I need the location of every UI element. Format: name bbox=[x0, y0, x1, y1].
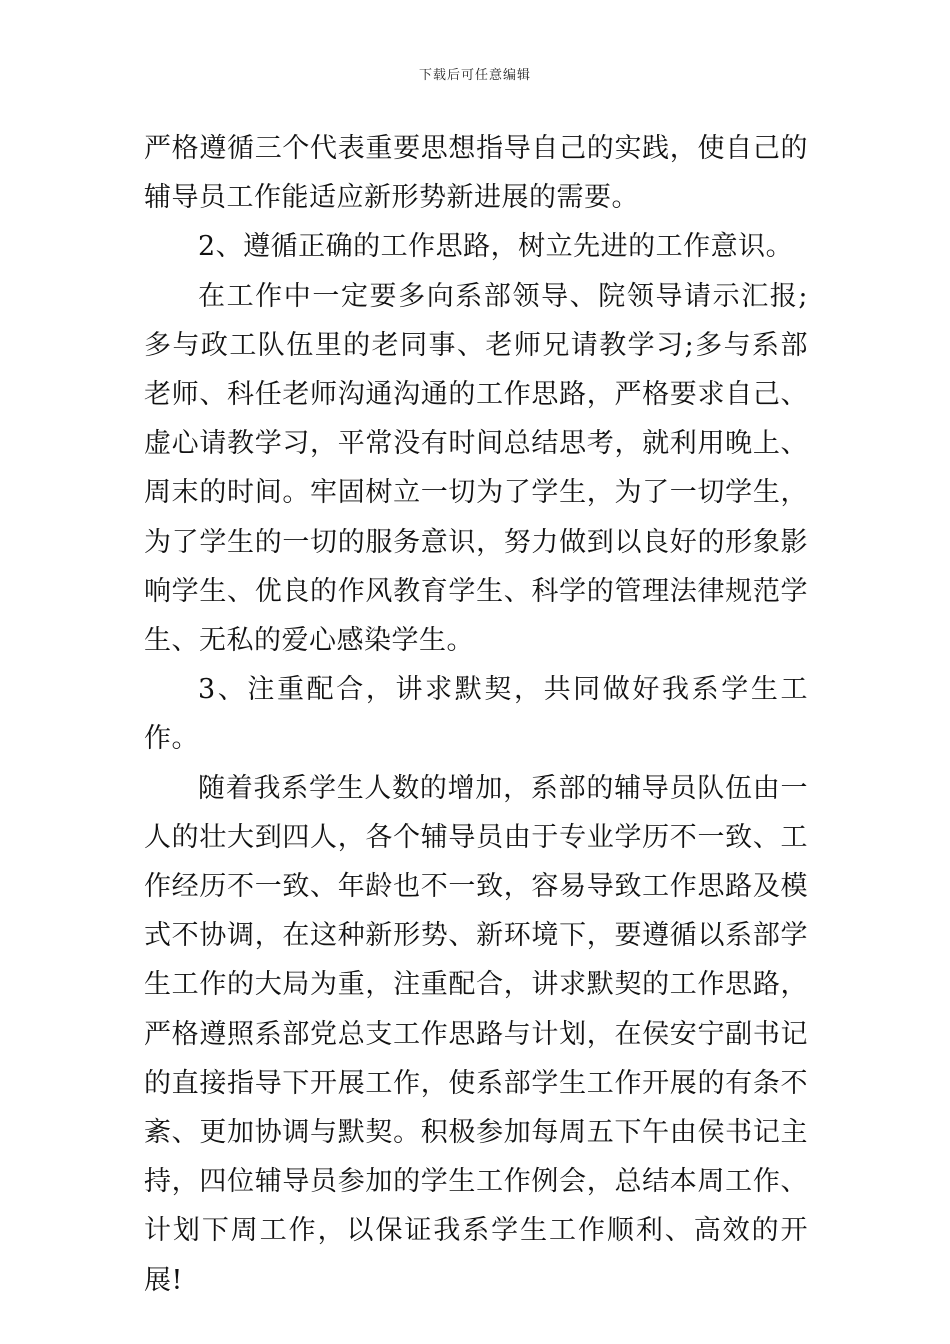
paragraph-continuation: 严格遵循三个代表重要思想指导自己的实践，使自己的辅导员工作能适应新形势新进展的需要。 bbox=[144, 133, 808, 214]
paragraph-body-2: 在工作中一定要多向系部领导、院领导请示汇报;多与政工队伍里的老同事、老师兄请教学习;多与系部老师、科任老师沟通沟通的工作思路，严格要求自己、虚心请教学习，平常没有时间总结思考，就利用晚上、周末的时间。牢固树立一切为了学生，为了一切学生，为了学生的一切的服务意识，努力做到以良好的形象影响学生、优良的作风教育学生、科学的管理法律规范学生、无私的爱心感染学生。 bbox=[144, 280, 808, 657]
document-body bbox=[144, 124, 808, 1305]
paragraph-body-3: 随着我系学生人数的增加，系部的辅导员队伍由一人的壮大到四人，各个辅导员由于专业学历不一致、工作经历不一致、年龄也不一致，容易导致工作思路及模式不协调，在这种新形势、新环境下，要遵循以系部学生工作的大局为重，注重配合，讲求默契的工作思路，严格遵照系部党总支工作思路与计划，在侯安宁副书记的直接指导下开展工作，使系部学生工作开展的有条不紊、更加协调与默契。积极参加每周五下午由侯书记主持，四位辅导员参加的学生工作例会，总结本周工作、计划下周工作，以保证我系学生工作顺利、高效的开展! bbox=[144, 772, 808, 1296]
page-header: 下载后可任意编辑 bbox=[418, 68, 531, 83]
paragraph-heading-3: 3、注重配合，讲求默契，共同做好我系学生工作。 bbox=[144, 674, 808, 755]
paragraph-heading-2: 2、遵循正确的工作思路，树立先进的工作意识。 bbox=[198, 231, 794, 263]
